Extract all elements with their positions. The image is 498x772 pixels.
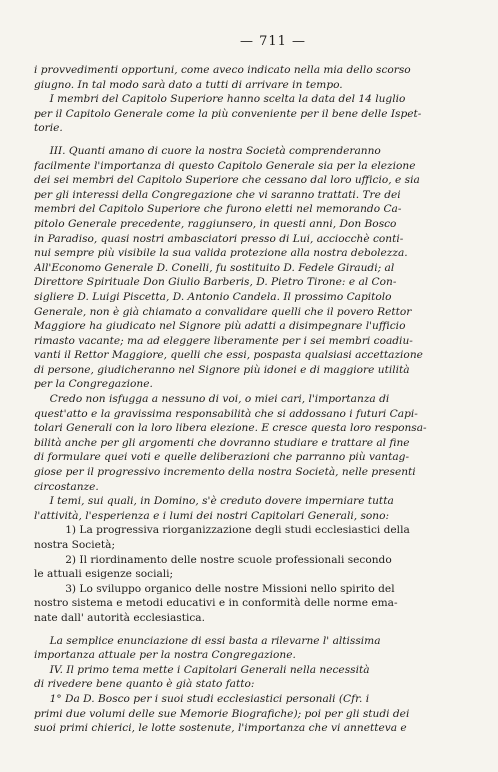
text-line: in Paradiso, quasi nostri ambasciatori presso di Lui, acciocchè conti-: [34, 232, 404, 245]
text-line: facilmente l'importanza di questo Capitolo Generale sia per la elezione: [34, 159, 416, 172]
text-line: Direttore Spirituale Don Giulio Barberis, D. Pietro Tirone: e al Con-: [34, 276, 397, 289]
paragraph: [34, 144, 472, 392]
text-line: per la Congregazione.: [34, 378, 153, 391]
text-line: quest'atto e la gravissima responsabilità che si addossano i futuri Capi-: [34, 407, 418, 420]
text-line: di formulare quei voti e quelle deliberazioni che parranno più vantag-: [34, 451, 410, 464]
paragraph: [34, 582, 472, 626]
text-line: i provvedimenti opportuni, come aveco indicato nella mia dello scorso: [34, 64, 411, 76]
paragraph: [34, 63, 472, 136]
text-line: nui sempre più visibile la sua valida protezione alla nostra debolezza.: [34, 247, 408, 260]
text-line: tolari Generali con la loro libera elezione. E cresce questa loro responsa-: [34, 422, 427, 435]
text-line: per il Capitolo Generale come la più conveniente per il bene delle Ispet-: [34, 107, 422, 120]
text-body: [34, 63, 472, 736]
paragraph: [34, 553, 472, 582]
text-line: 3) Lo sviluppo organico delle nostre Missioni nello spirito del: [65, 582, 395, 595]
text-line: sigliere D. Luigi Piscetta, D. Antonio Candela. Il prossimo Capitolo: [34, 290, 392, 303]
page-number: — 711 —: [239, 34, 307, 49]
text-line: Credo non isfugga a nessuno di voi, o miei cari, l'importanza di: [49, 393, 390, 406]
paragraph: [34, 634, 472, 663]
paragraph: [34, 392, 472, 494]
text-line: I membri del Capitolo Superiore hanno scelta la data del 14 luglio: [49, 93, 406, 106]
text-line: 1) La progressiva riorganizzazione degli studi ecclesiastici della: [65, 524, 410, 537]
text-line: I temi, sui quali, in Domino, s'è creduto dovere imperniare tutta: [49, 495, 394, 508]
text-line: nostra Società;: [34, 539, 116, 551]
text-line: All'Economo Generale D. Conelli, fu sostituito D. Fedele Giraudi; al: [34, 261, 395, 274]
paragraph: [34, 523, 472, 552]
text-line: suoi primi chierici, le lotte sostenute, l'importanza che vi annetteva e: [34, 722, 407, 735]
text-line: Generale, non è già chiamato a convalidare quelli che il povero Rettor: [34, 305, 412, 318]
text-line: La semplice enunciazione di essi basta a rilevarne l' altissima: [49, 634, 381, 647]
text-line: membri del Capitolo Superiore che furono eletti nel memorando Ca-: [34, 203, 402, 216]
paragraph: [34, 663, 472, 736]
text-line: nate dall' autorità ecclesiastica.: [34, 611, 205, 624]
text-line: giose per il progressivo incremento della nostra Società, nelle presenti: [34, 466, 416, 479]
paragraph: [34, 494, 472, 523]
text-line: primi due volumi delle sue Memorie Biografiche); poi per gli studi dei: [34, 707, 410, 720]
text-line: giugno. In tal modo sarà dato a tutti di arrivare in tempo.: [34, 78, 343, 91]
text-line: torie.: [34, 122, 63, 135]
text-line: di rivedere bene quanto è già stato fatto:: [34, 678, 255, 691]
text-line: Maggiore ha giudicato nel Signore più adatti a disimpegnare l'ufficio: [34, 320, 406, 333]
text-line: dei sei membri del Capitolo Superiore che cessano dal loro ufficio, e sia: [34, 174, 420, 187]
text-line: importanza attuale per la nostra Congregazione.: [34, 649, 296, 662]
text-line: circostanze.: [34, 480, 99, 493]
text-line: le attuali esigenze sociali;: [34, 568, 174, 581]
text-line: 1° Da D. Bosco per i suoi studi ecclesiastici personali (Cfr. i: [49, 692, 370, 705]
text-line: vanti il Rettor Maggiore, quelli che essi, pospasta qualsiasi accettazione: [34, 349, 423, 362]
text-line: 2) Il riordinamento delle nostre scuole professionali secondo: [65, 553, 392, 566]
text-line: rimasto vacante; ma ad eleggere liberamente per i sei membri coadiu-: [34, 334, 413, 347]
text-line: bilità anche per gli argomenti che dovranno studiare e trattare al fine: [34, 436, 410, 449]
text-line: nostro sistema e metodi educativi e in conformità delle norme ema-: [34, 597, 398, 610]
text-line: III. Quanti amano di cuore la nostra Società comprenderanno: [49, 144, 381, 157]
text-line: pitolo Generale precedente, raggiunsero, in questi anni, Don Bosco: [34, 217, 397, 230]
text-line: IV. Il primo tema mette i Capitolari Generali nella necessità: [49, 663, 370, 676]
text-line: di persone, giudicheranno nel Signore più idonei e di maggiore utilità: [34, 363, 410, 376]
text-line: per gli interessi della Congregazione che vi saranno trattati. Tre dei: [34, 188, 401, 201]
text-line: l'attività, l'esperienza e i lumi dei nostri Capitolari Generali, sono:: [34, 509, 390, 522]
